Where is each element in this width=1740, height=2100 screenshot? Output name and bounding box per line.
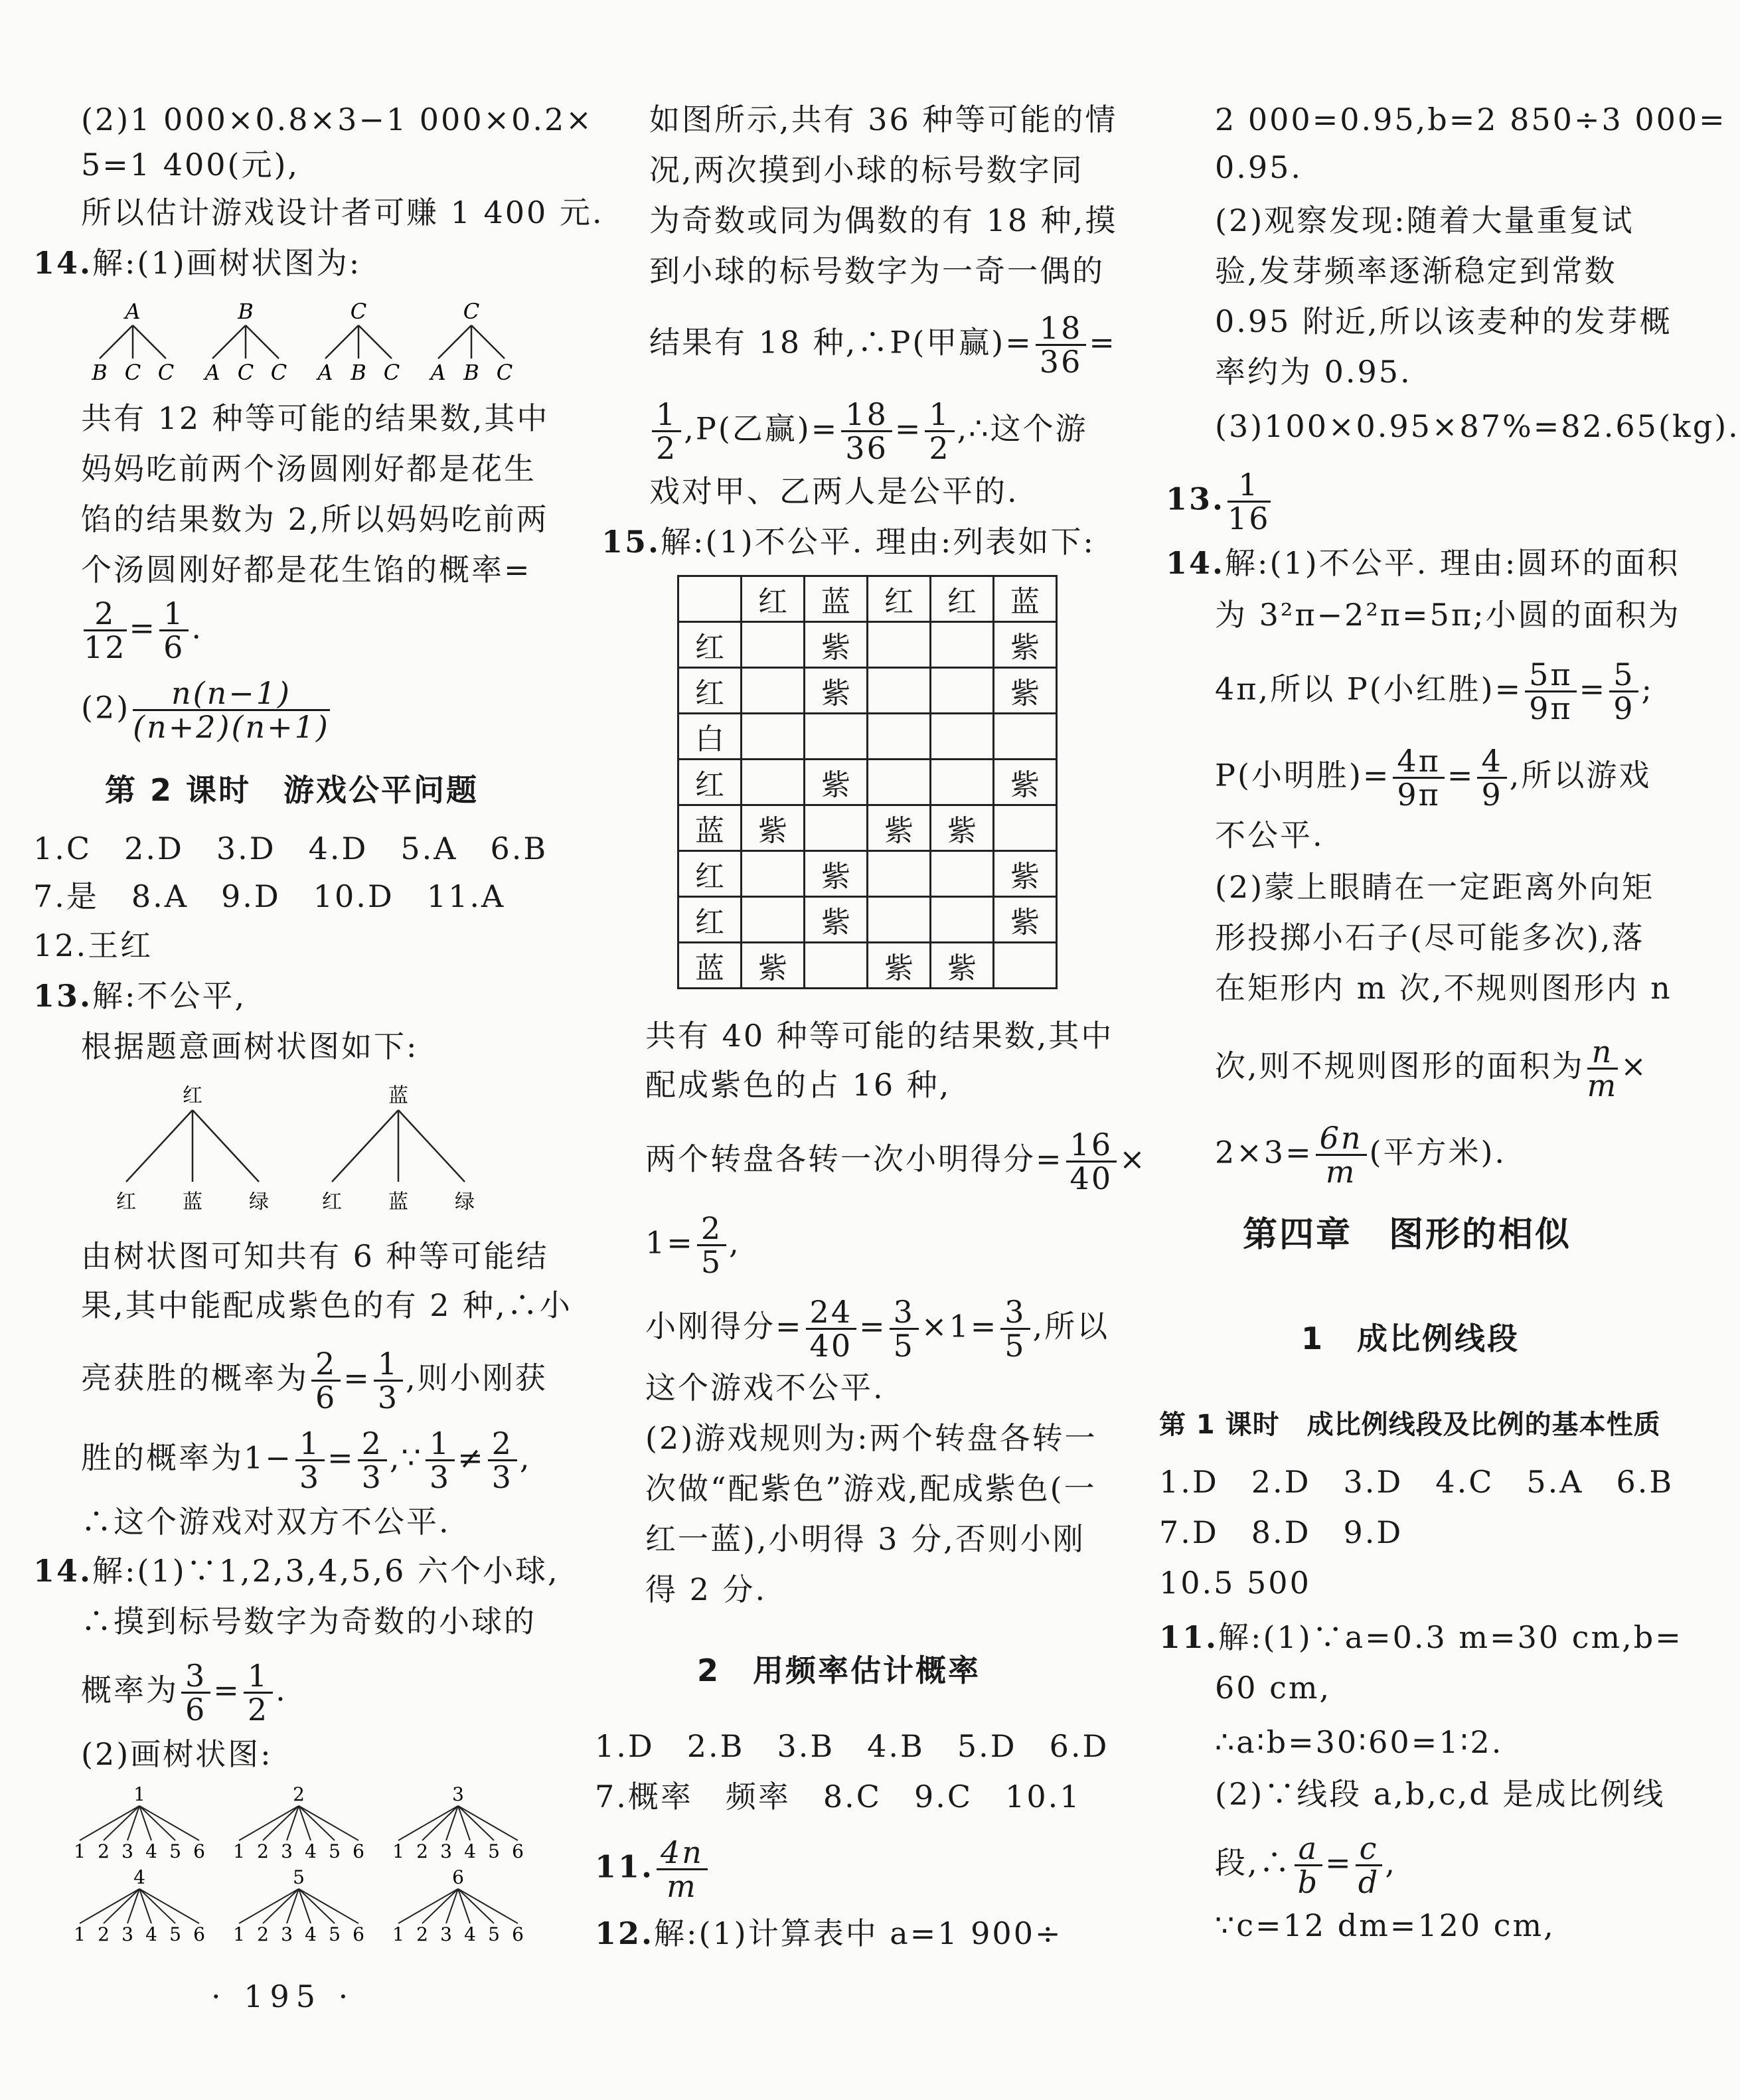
table-cell: 紫 xyxy=(805,897,868,943)
tree-leaf: 蓝 xyxy=(388,1190,408,1214)
fraction-line: 两个转盘各转一次小明得分= $\frac{16}{40}$ × xyxy=(645,1127,1147,1196)
question-14: 14.解:(1)不公平. 理由:圆环的面积 xyxy=(1166,545,1680,581)
text-line: (2)观察发现:随着大量重复试 xyxy=(1215,202,1634,238)
tree-root: B xyxy=(238,299,254,324)
tree-leaf: 6 xyxy=(193,1923,205,1945)
tree-leaf: 3 xyxy=(440,1923,452,1945)
table-cell: 紫 xyxy=(868,805,931,851)
tree-leaf: A xyxy=(317,360,333,385)
text-line: ∵c=12 dm=120 cm, xyxy=(1215,1907,1555,1943)
tree-leaf: 3 xyxy=(281,1923,293,1945)
text-line: 果,其中能配成紫色的有 2 种,∴小 xyxy=(81,1287,572,1323)
tree-branch xyxy=(212,325,246,359)
answer-line: 7.概率 频率 8.C 9.C 10.1 xyxy=(595,1779,1081,1815)
tree-branch xyxy=(325,325,358,359)
question-number: 14. xyxy=(33,245,93,281)
text-line: 由树状图可知共有 6 种等可能结 xyxy=(81,1238,549,1274)
table-row xyxy=(678,805,1057,851)
table-cell xyxy=(868,851,931,897)
fraction-line: 亮获胜的概率为 $\frac{2}{6}$ = $\frac{1}{3}$ ,则小刚获 xyxy=(81,1346,548,1415)
tree-leaf: 1 xyxy=(233,1923,245,1945)
text-line: 2 000=0.95,b=2 850÷3 000= xyxy=(1215,102,1727,137)
table-cell: 红 xyxy=(868,576,931,622)
tree-root: 4 xyxy=(133,1866,145,1888)
tree-leaf: 3 xyxy=(281,1840,293,1862)
tree-diagram-numbers xyxy=(66,1783,544,1949)
tree-branch xyxy=(246,325,279,359)
fraction-line: $\frac{2}{12}$ = $\frac{1}{6}$ . xyxy=(84,596,203,665)
text-line: 验,发芽频率逐渐稳定到常数 xyxy=(1215,253,1617,289)
text-line: 0.95. xyxy=(1215,149,1303,185)
table-cell xyxy=(868,714,931,760)
question-head: 解:(1)画树状图为: xyxy=(92,245,362,281)
table-cell: 紫 xyxy=(931,805,994,851)
table-cell xyxy=(868,897,931,943)
fraction-line: 小刚得分= $\frac{24}{40}$ = $\frac{3}{5}$ ×1= $\frac{3}{5}$ ,所以 xyxy=(645,1294,1110,1364)
tree-branch xyxy=(332,1110,398,1182)
tree-branch xyxy=(438,325,471,359)
table-cell xyxy=(868,622,931,668)
table-row xyxy=(678,943,1057,989)
table-cell xyxy=(931,622,994,668)
table-cell xyxy=(742,760,805,805)
tree-leaf: 2 xyxy=(416,1840,428,1862)
table-cell xyxy=(931,897,994,943)
table-cell: 紫 xyxy=(805,622,868,668)
table-cell: 蓝 xyxy=(678,943,742,989)
tree-root: C xyxy=(350,299,367,324)
outcome-table xyxy=(677,575,1058,989)
tree-leaf: 1 xyxy=(392,1840,404,1862)
tree-leaf: 6 xyxy=(353,1840,364,1862)
fraction-line: 次,则不规则图形的面积为 $\frac{n}{m}$ × xyxy=(1215,1034,1648,1103)
text-line: 如图所示,共有 36 种等可能的情 xyxy=(649,102,1118,137)
table-cell: 紫 xyxy=(805,760,868,805)
table-cell xyxy=(931,714,994,760)
table-cell: 蓝 xyxy=(805,576,868,622)
tree-leaf: 6 xyxy=(353,1923,364,1945)
text-line: 所以估计游戏设计者可赚 1 400 元. xyxy=(81,195,604,230)
text-line: 配成紫色的占 16 种, xyxy=(645,1067,951,1103)
table-cell xyxy=(868,760,931,805)
table-row xyxy=(678,714,1057,760)
page-number: · 195 · xyxy=(211,1979,355,2014)
text-line: 共有 40 种等可能的结果数,其中 xyxy=(645,1018,1114,1054)
section-title: 2 用频率估计概率 xyxy=(697,1653,981,1688)
table-cell xyxy=(994,714,1057,760)
tree-leaf: 3 xyxy=(440,1840,452,1862)
tree-branch xyxy=(133,325,166,359)
tree-diagram-abc xyxy=(80,299,544,385)
tree-leaf: 红 xyxy=(116,1190,136,1214)
table-cell: 紫 xyxy=(994,668,1057,714)
tree-leaf: 4 xyxy=(464,1923,476,1945)
tree-leaf: A xyxy=(204,360,220,385)
tree-leaf: C xyxy=(237,360,254,385)
tree-leaf: 5 xyxy=(329,1840,341,1862)
tree-leaf: 1 xyxy=(74,1840,86,1862)
table-cell xyxy=(805,943,868,989)
text-line: 个汤圆刚好都是花生馅的概率= xyxy=(81,552,532,588)
tree-leaf: C xyxy=(124,360,141,385)
table-cell xyxy=(868,668,931,714)
table-cell: 紫 xyxy=(994,851,1057,897)
table-cell: 白 xyxy=(678,714,742,760)
fraction-line: 概率为 $\frac{3}{6}$ = $\frac{1}{2}$ . xyxy=(81,1658,287,1728)
fraction-line: 结果有 18 种,∴P(甲赢)= $\frac{18}{36}$ = xyxy=(649,310,1117,380)
table-cell: 红 xyxy=(678,851,742,897)
tree-leaf: 1 xyxy=(233,1840,245,1862)
text-line: 为奇数或同为偶数的有 18 种,摸 xyxy=(649,202,1118,238)
question-15: 15.解:(1)不公平. 理由:列表如下: xyxy=(601,524,1095,560)
tree-leaf: B xyxy=(92,360,108,385)
answer-line: 7.是 8.A 9.D 10.D 11.A xyxy=(33,878,506,914)
tree-branch xyxy=(471,325,505,359)
tree-root: A xyxy=(125,299,141,324)
fraction-line: 1= $\frac{2}{5}$ , xyxy=(645,1210,741,1280)
fraction-line: P(小明胜)= $\frac{4\pi}{9\pi}$ = $\frac{4}{9}$ ,所以游戏 xyxy=(1215,743,1652,813)
table-row xyxy=(678,897,1057,943)
tree-diagram-colors xyxy=(116,1082,505,1215)
table-cell xyxy=(742,714,805,760)
table-cell: 紫 xyxy=(994,622,1057,668)
tree-leaf: B xyxy=(351,360,366,385)
text-line: 60 cm, xyxy=(1215,1670,1332,1706)
text-line: (2)1 000×0.8×3−1 000×0.2× xyxy=(81,102,593,137)
question-11: 11.解:(1)∵a=0.3 m=30 cm,b= xyxy=(1159,1619,1683,1655)
table-row xyxy=(678,851,1057,897)
tree-leaf: 2 xyxy=(416,1923,428,1945)
tree-leaf: C xyxy=(383,360,400,385)
text-line: ∴a∶b=30∶60=1∶2. xyxy=(1215,1724,1504,1760)
fraction-line: 13. $\frac{1}{16}$ xyxy=(1166,467,1271,536)
text-line: 0.95 附近,所以该麦种的发芽概 xyxy=(1215,303,1672,339)
text-line: 5=1 400(元), xyxy=(81,147,300,183)
table-row xyxy=(678,760,1057,805)
tree-leaf: 3 xyxy=(121,1840,133,1862)
tree-leaf: 5 xyxy=(169,1840,181,1862)
answer-line: 12.王红 xyxy=(33,928,153,963)
tree-leaf: 5 xyxy=(329,1923,341,1945)
table-cell: 蓝 xyxy=(678,805,742,851)
text-line: 共有 12 种等可能的结果数,其中 xyxy=(81,400,550,436)
tree-leaf: C xyxy=(157,360,175,385)
answer-line: 1.D 2.D 3.D 4.C 5.A 6.B xyxy=(1159,1464,1674,1500)
table-cell: 紫 xyxy=(742,805,805,851)
text-line: 红一蓝),小明得 3 分,否则小刚 xyxy=(645,1521,1085,1557)
question-12: 12.解:(1)计算表中 a=1 900÷ xyxy=(595,1915,1063,1951)
table-cell xyxy=(742,897,805,943)
table-cell: 红 xyxy=(678,897,742,943)
tree-root: C xyxy=(463,299,480,324)
text-line: 形投掷小石子(尽可能多次),落 xyxy=(1215,920,1645,955)
table-cell: 紫 xyxy=(994,897,1057,943)
tree-root: 蓝 xyxy=(388,1084,408,1107)
table-cell xyxy=(931,760,994,805)
fraction-line: 段,∴ $\frac{a}{b}$ = $\frac{c}{d}$ , xyxy=(1215,1830,1397,1900)
fraction-line: (2) $\frac{n(n-1)}{(n+2)(n+1)}$ xyxy=(81,675,330,745)
table-cell xyxy=(742,668,805,714)
tree-root: 6 xyxy=(452,1866,464,1888)
fraction-line: 4π,所以 P(小红胜)= $\frac{5\pi}{9\pi}$ = $\frac{5}{9}$ ; xyxy=(1215,657,1654,726)
tree-leaf: 5 xyxy=(488,1923,500,1945)
table-cell xyxy=(931,668,994,714)
text-line: (2)游戏规则为:两个转盘各转一 xyxy=(645,1420,1097,1456)
tree-leaf: A xyxy=(430,360,446,385)
tree-leaf: 3 xyxy=(121,1923,133,1945)
text-line: 不公平. xyxy=(1215,817,1324,853)
answer-line: 1.C 2.D 3.D 4.D 5.A 6.B xyxy=(33,831,548,866)
tree-root: 红 xyxy=(183,1084,202,1107)
tree-branch xyxy=(193,1110,259,1182)
table-cell xyxy=(805,805,868,851)
tree-leaf: 4 xyxy=(305,1923,317,1945)
tree-leaf: 5 xyxy=(488,1840,500,1862)
answer-line: 1.D 2.B 3.B 4.B 5.D 6.D xyxy=(595,1728,1109,1764)
text-line: 况,两次摸到小球的标号数字同 xyxy=(649,152,1084,188)
lesson-title: 第 2 课时 游戏公平问题 xyxy=(105,772,479,808)
table-cell xyxy=(994,805,1057,851)
text-line: 在矩形内 m 次,不规则图形内 n xyxy=(1215,970,1672,1006)
section-title: 1 成比例线段 xyxy=(1301,1321,1520,1356)
table-cell xyxy=(994,943,1057,989)
table-cell: 紫 xyxy=(742,943,805,989)
question-13: 13.解:不公平, xyxy=(33,978,247,1014)
table-cell: 紫 xyxy=(805,668,868,714)
text-line: (2)蒙上眼睛在一定距离外向矩 xyxy=(1215,869,1655,905)
tree-leaf: C xyxy=(496,360,513,385)
tree-leaf: 6 xyxy=(193,1840,205,1862)
table-cell xyxy=(805,714,868,760)
tree-leaf: 6 xyxy=(512,1923,524,1945)
tree-leaf: 4 xyxy=(305,1840,317,1862)
table-cell: 红 xyxy=(678,622,742,668)
text-line: (2)∵线段 a,b,c,d 是成比例线 xyxy=(1215,1776,1666,1812)
text-line: 率约为 0.95. xyxy=(1215,354,1412,390)
tree-branch xyxy=(398,1110,465,1182)
table-cell: 紫 xyxy=(868,943,931,989)
tree-leaf: 2 xyxy=(257,1840,269,1862)
table-row xyxy=(678,668,1057,714)
tree-leaf: 4 xyxy=(145,1923,157,1945)
table-cell: 紫 xyxy=(994,760,1057,805)
tree-root: 5 xyxy=(293,1866,305,1888)
lesson-title: 第 1 课时 成比例线段及比例的基本性质 xyxy=(1159,1410,1661,1440)
table-row xyxy=(678,576,1057,622)
answer-line: 7.D 8.D 9.D xyxy=(1159,1514,1403,1550)
tree-root: 2 xyxy=(293,1783,305,1805)
table-cell: 蓝 xyxy=(994,576,1057,622)
chapter-title: 第四章 图形的相似 xyxy=(1243,1215,1572,1255)
tree-root: 3 xyxy=(452,1783,464,1805)
text-line: (2)画树状图: xyxy=(81,1736,273,1772)
tree-leaf: 4 xyxy=(464,1840,476,1862)
tree-leaf: 1 xyxy=(392,1923,404,1945)
table-row xyxy=(678,622,1057,668)
text-line: 这个游戏不公平. xyxy=(645,1370,885,1406)
answer-line: 10.5 500 xyxy=(1159,1565,1311,1601)
table-cell: 红 xyxy=(742,576,805,622)
tree-leaf: 1 xyxy=(74,1923,86,1945)
text-line: 次做“配紫色”游戏,配成紫色(一 xyxy=(645,1471,1097,1506)
tree-leaf: 5 xyxy=(169,1923,181,1945)
text-line: 得 2 分. xyxy=(645,1572,767,1607)
tree-branch xyxy=(126,1110,193,1182)
tree-leaf: 4 xyxy=(145,1840,157,1862)
tree-leaf: 2 xyxy=(257,1923,269,1945)
text-line: 妈妈吃前两个汤圆刚好都是花生 xyxy=(81,451,536,487)
table-cell xyxy=(931,851,994,897)
text-line: ∴摸到标号数字为奇数的小球的 xyxy=(81,1603,536,1639)
fraction-line: 胜的概率为1− $\frac{1}{3}$ = $\frac{2}{3}$ ,∵ $\frac{1}{3}$ ≠ $\frac{2}{3}$ , xyxy=(81,1425,532,1495)
tree-leaf: 2 xyxy=(98,1840,110,1862)
table-cell: 红 xyxy=(678,668,742,714)
tree-branch xyxy=(100,325,133,359)
table-cell: 紫 xyxy=(805,851,868,897)
fraction-line: $\frac{1}{2}$ ,P(乙赢)= $\frac{18}{36}$ = $\frac{1}{2}$ ,∴这个游 xyxy=(649,398,1088,464)
tree-leaf: 6 xyxy=(512,1840,524,1862)
fraction-line: 2×3= $\frac{6n}{m}$ (平方米). xyxy=(1215,1120,1507,1190)
tree-branch xyxy=(358,325,392,359)
tree-leaf: B xyxy=(463,360,479,385)
fraction-line: 11. $\frac{4n}{m}$ xyxy=(595,1836,710,1902)
question-14b: 14.解:(1)∵1,2,3,4,5,6 六个小球, xyxy=(33,1553,560,1589)
text-line: 根据题意画树状图如下: xyxy=(81,1028,419,1064)
text-line: 为 3²π−2²π=5π;小圆的面积为 xyxy=(1215,597,1681,633)
tree-leaf: 绿 xyxy=(249,1190,269,1214)
table-cell xyxy=(678,576,742,622)
text-line: 到小球的标号数字为一奇一偶的 xyxy=(649,253,1105,289)
table-cell xyxy=(742,851,805,897)
tree-leaf: 2 xyxy=(98,1923,110,1945)
tree-leaf: 蓝 xyxy=(183,1190,202,1214)
text-line: (3)100×0.95×87%=82.65(kg). xyxy=(1215,408,1740,444)
tree-root: 1 xyxy=(133,1783,145,1805)
text-line: ∴这个游戏对双方不公平. xyxy=(81,1504,451,1540)
table-cell: 红 xyxy=(931,576,994,622)
tree-leaf: 红 xyxy=(322,1190,342,1214)
tree-leaf: 绿 xyxy=(455,1190,475,1214)
table-cell xyxy=(742,622,805,668)
text-line: 馅的结果数为 2,所以妈妈吃前两 xyxy=(81,501,549,537)
text-line: 戏对甲、乙两人是公平的. xyxy=(649,473,1019,509)
tree-leaf: C xyxy=(270,360,287,385)
question-14 xyxy=(33,243,361,283)
table-cell: 紫 xyxy=(931,943,994,989)
table-cell: 红 xyxy=(678,760,742,805)
